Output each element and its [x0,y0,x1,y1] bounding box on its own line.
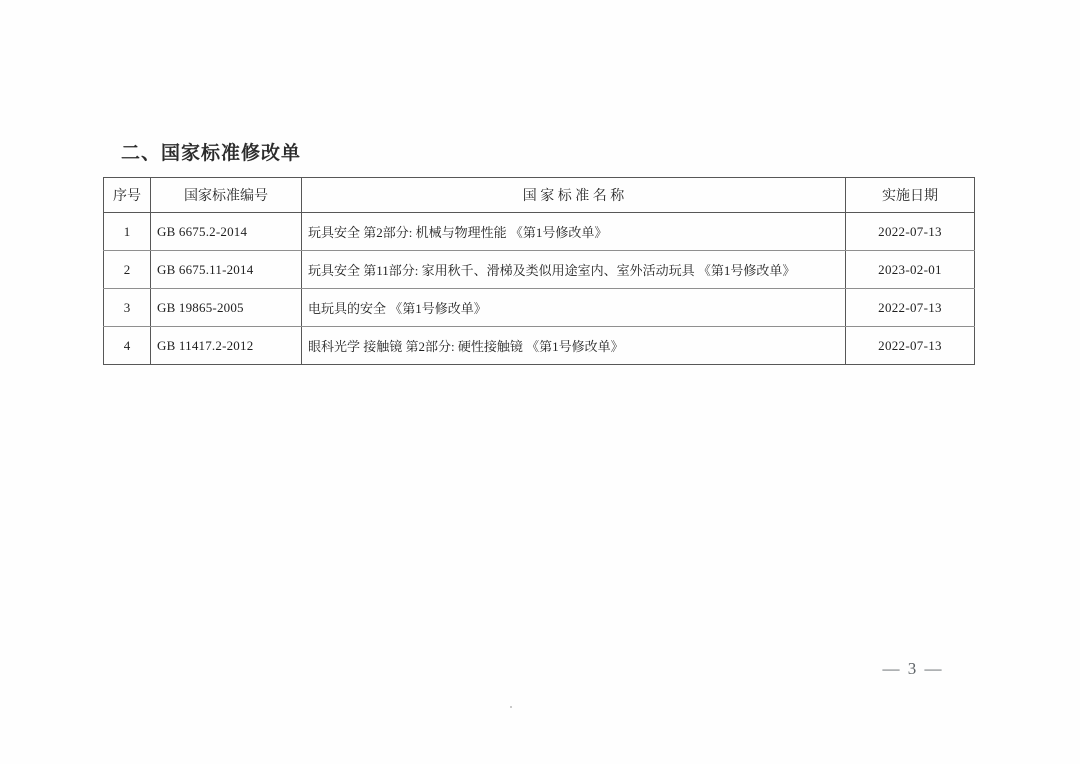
page-number: — 3 — [882,659,944,678]
standard-name: 玩具安全 第11部分: 家用秋千、滑梯及类似用途室内、室外活动玩具 《第1号修改单》 [302,251,846,289]
scan-speck [510,706,512,708]
col-header-name: 国 家 标 准 名 称 [302,178,846,213]
standard-name: 眼科光学 接触镜 第2部分: 硬性接触镜 《第1号修改单》 [302,327,846,365]
section-title: 二、国家标准修改单 [121,143,302,164]
implementation-date: 2023-02-01 [846,251,975,289]
implementation-date: 2022-07-13 [846,213,975,251]
standard-code: GB 19865-2005 [151,289,302,327]
implementation-date: 2022-07-13 [846,327,975,365]
standard-code: GB 6675.11-2014 [151,251,302,289]
col-header-index: 序号 [104,178,151,213]
row-index: 3 [104,289,151,327]
table-row [104,251,975,289]
table-row [104,327,975,365]
table-row [104,213,975,251]
standard-name: 玩具安全 第2部分: 机械与物理性能 《第1号修改单》 [302,213,846,251]
implementation-date: 2022-07-13 [846,289,975,327]
row-index: 2 [104,251,151,289]
col-header-date: 实施日期 [846,178,975,213]
table-header-row [104,178,975,213]
standard-code: GB 11417.2-2012 [151,327,302,365]
table-row [104,289,975,327]
col-header-code: 国家标准编号 [151,178,302,213]
row-index: 4 [104,327,151,365]
standard-code: GB 6675.2-2014 [151,213,302,251]
standards-table [103,177,975,365]
standard-name: 电玩具的安全 《第1号修改单》 [302,289,846,327]
row-index: 1 [104,213,151,251]
